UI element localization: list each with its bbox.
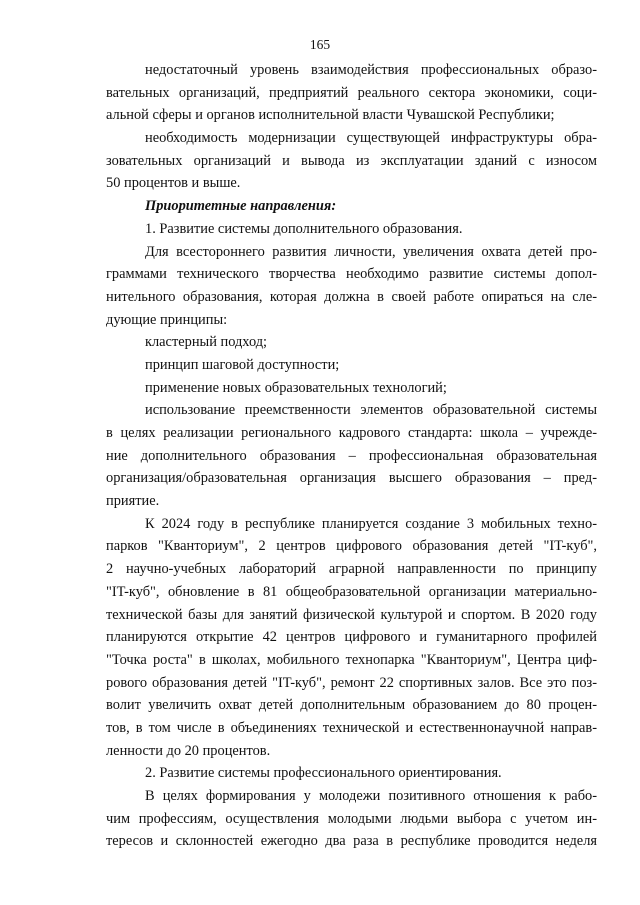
text-line: "Точка роста" в школах, мобильного технопарка "Кванториум", Центра циф- (106, 651, 597, 668)
text-line: 50 процентов и выше. (106, 175, 241, 192)
text-line: планируются открытие 42 центров цифрового и гуманитарного профилей (106, 629, 597, 646)
text-line: Для всестороннего развития личности, увеличения охвата детей про- (145, 243, 597, 260)
text-line: вательных организаций, предприятий реального сектора экономики, соци- (106, 84, 597, 101)
text-line: приятие. (106, 493, 160, 510)
text-line: дующие принципы: (106, 311, 228, 328)
text-line: К 2024 году в республике планируется создание 3 мобильных техно- (145, 515, 597, 532)
text-line: В целях формирования у молодежи позитивного отношения к рабо- (145, 788, 597, 804)
text-line: альной сферы и органов исполнительной власти Чувашской Республики; (106, 107, 555, 124)
text-line: 1. Развитие системы дополнительного образования. (145, 220, 463, 237)
text-line: граммами технического творчества необходимо развитие системы допол- (106, 266, 597, 283)
text-line: технической базы для занятий физической культурой и спортом. В 2020 году (106, 606, 597, 623)
text-line: в целях реализации регионального кадрового стандарта: школа – учрежде- (106, 425, 597, 441)
text-line: необходимость модернизации существующей инфраструктуры обра- (145, 130, 597, 147)
text-line: волит увеличить охват детей дополнительным образованием до 80 процен- (106, 697, 597, 714)
text-line: тересов и склонностей ежегодно два раза в республике проводится неделя (106, 833, 597, 850)
text-line: чим профессиям, осуществления молодыми людьми выбора с учетом ин- (106, 810, 597, 827)
text-line: "IT-куб", обновление в 81 общеобразовательной организации материально- (106, 583, 597, 600)
text-line: организация/образовательная организация высшего образования – пред- (106, 470, 597, 487)
text-line: ленности до 20 процентов. (106, 742, 271, 759)
text-line: ние дополнительного образования – профессиональная образовательная (106, 447, 597, 464)
text-line: принцип шаговой доступности; (145, 356, 340, 373)
page-number: 165 (309, 37, 331, 52)
text-line: недостаточный уровень взаимодействия профессиональных образо- (145, 62, 597, 78)
body-text (106, 59, 597, 853)
text-line: применение новых образовательных технологий; (145, 379, 447, 396)
text-line: зовательных организаций и вывода из эксплуатации зданий с износом (106, 152, 597, 169)
text-line: 2. Развитие системы профессионального ориентирования. (145, 765, 502, 782)
section-heading (106, 195, 597, 218)
text-line: 2 научно-учебных лабораторий аграрной направленности по принципу (106, 561, 597, 578)
section-heading-text: Приоритетные направления: (145, 198, 337, 215)
text-line: тов, в том числе в объединениях технической и естественнонаучной направ- (106, 719, 597, 736)
text-line: нительного образования, которая должна в своей работе опираться на сле- (106, 288, 597, 305)
text-line: использование преемственности элементов образовательной системы (145, 402, 597, 419)
text-line: кластерный подход; (145, 334, 268, 351)
text-line: парков "Кванториум", 2 центров цифрового образования детей "IT-куб", (106, 538, 597, 555)
text-line: рового образования детей "IT-куб", ремонт 22 спортивных залов. Все это поз- (106, 674, 597, 691)
